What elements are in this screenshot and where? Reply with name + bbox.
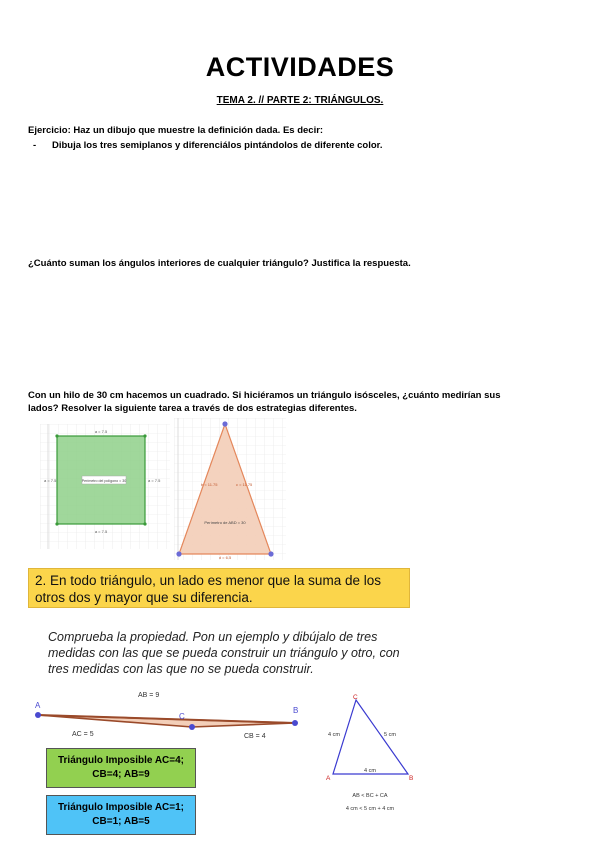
triangle-perimeter-label: Perímetro de ABD = 30 xyxy=(204,520,246,525)
page-title: ACTIVIDADES xyxy=(205,52,395,82)
valid-triangle-figure xyxy=(318,688,418,818)
vertex-b-label: B xyxy=(409,775,414,782)
impossible-box-2 xyxy=(46,795,196,835)
square-top-label: a = 7.5 xyxy=(94,429,108,434)
point-b-label: B xyxy=(293,706,299,715)
cb-length-label: CB = 4 xyxy=(244,733,266,740)
isosceles-triangle-figure xyxy=(174,418,286,560)
inequality-check-2: 4 cm < 5 cm + 4 cm xyxy=(345,806,395,812)
square-perimeter-label: Perímetro del polígono = 30 xyxy=(81,479,127,483)
impossible-box-2-line-1: Triángulo Imposible AC=1; xyxy=(57,802,185,813)
exercise-2-question: ¿Cuánto suman los ángulos interiores de cualquier triángulo? Justifica la respuesta. xyxy=(28,258,411,269)
impossible-box-1 xyxy=(46,748,196,788)
ab-length-label: AB = 9 xyxy=(138,692,160,699)
triangle-base-label: d = 6.5 xyxy=(218,555,232,560)
ac-length-label: AC = 5 xyxy=(72,731,94,738)
exercise-1-statement: Ejercicio: Haz un dibujo que muestre la definición dada. Es decir: xyxy=(28,125,324,136)
triangle-right-label: c = 11.75 xyxy=(236,482,253,487)
bullet-dash: - xyxy=(33,140,37,151)
exercise-1-task: Dibuja los tres semiplanos y diferenciálos pintándolos de diferente color. xyxy=(52,140,383,151)
valid-triangle xyxy=(333,700,408,774)
side-cb-label: 5 cm xyxy=(384,732,396,738)
exercise-3-line-1: Con un hilo de 30 cm hacemos un cuadrado. Si hiciéramos un triángulo isósceles, ¿cuánto medirían sus xyxy=(28,390,501,401)
instruction-text: Comprueba la propiedad. Pon un ejemplo y dibújalo de tres medidas con las que se pueda construir un triángulo y otro, con tres medidas con las que no se pueda construir. xyxy=(48,630,400,676)
impossible-box-1-line-1: Triángulo Imposible AC=4; xyxy=(57,755,185,766)
square-right-label: a = 7.5 xyxy=(148,478,161,483)
vertex-c-label: C xyxy=(353,694,358,701)
property-statement: 2. En todo triángulo, un lado es menor que la suma de los otros dos y mayor que su diferencia. xyxy=(28,568,410,608)
page-subtitle: TEMA 2. // PARTE 2: TRIÁNGULOS. xyxy=(216,95,384,106)
exercise-3-line-2: lados? Resolver la siguiente tarea a través de dos estrategias diferentes. xyxy=(28,403,357,414)
square-figure xyxy=(40,424,170,549)
vertex-a-label: A xyxy=(326,775,331,782)
square-left-label: a = 7.5 xyxy=(44,478,57,483)
degenerate-triangle-figure xyxy=(28,686,308,748)
square-bottom-label: a = 7.5 xyxy=(94,529,108,534)
inequality-check-1: AB < BC + CA xyxy=(352,793,388,799)
triangle-left-label: b = 11.75 xyxy=(201,482,218,487)
side-ac-label: 4 cm xyxy=(328,732,340,738)
impossible-box-1-line-2: CB=4; AB=9 xyxy=(92,769,150,780)
side-ab-label: 4 cm xyxy=(364,768,376,774)
impossible-box-2-line-2: CB=1; AB=5 xyxy=(92,816,150,827)
point-a-label: A xyxy=(35,701,41,710)
point-c-label: C xyxy=(179,712,185,721)
